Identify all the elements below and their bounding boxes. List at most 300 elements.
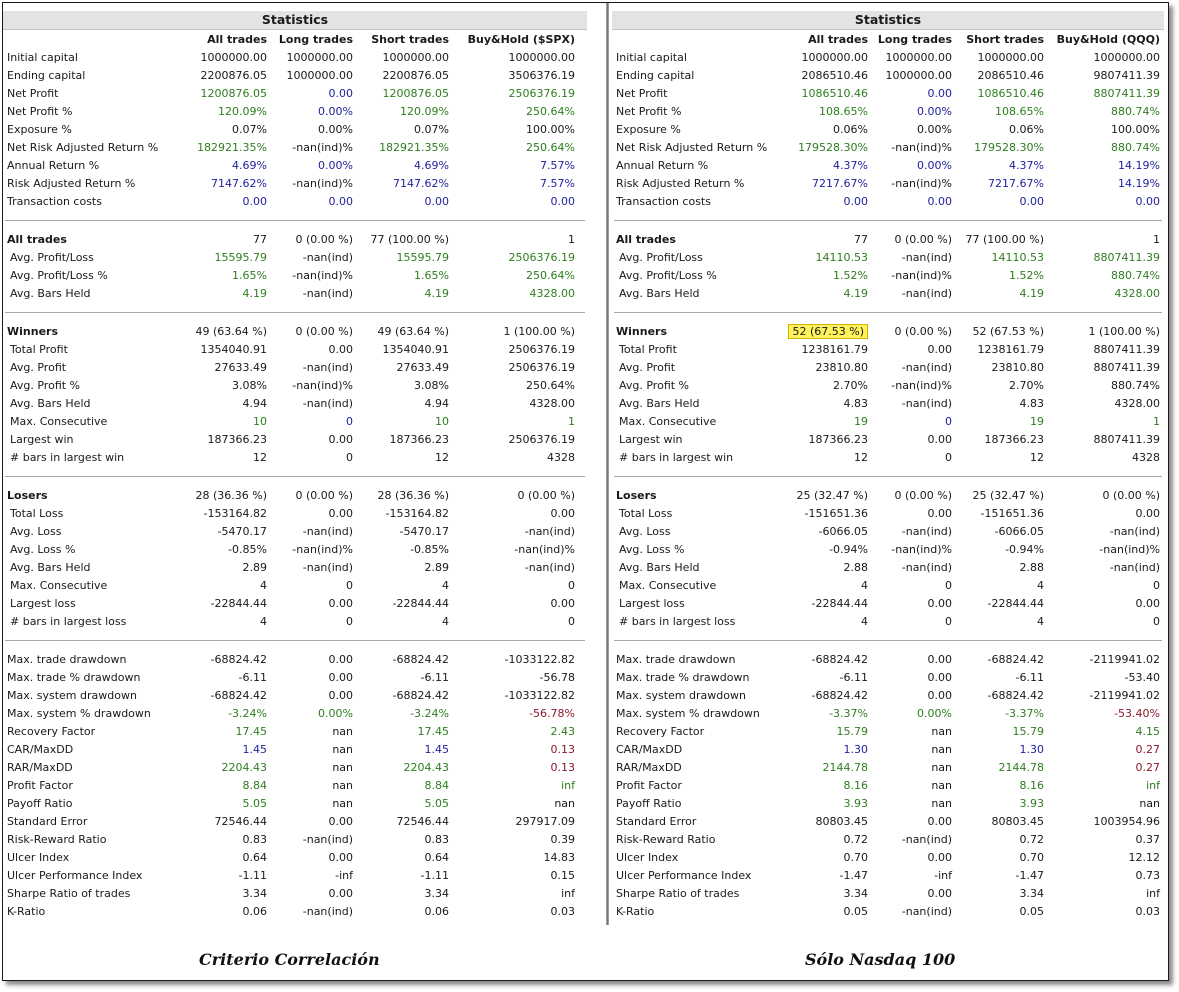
- value-cell: -nan(ind): [302, 361, 353, 374]
- value-cell: 0.00: [328, 851, 353, 864]
- table-row: [3, 903, 587, 921]
- value-cell: 1: [568, 233, 575, 246]
- value-cell: 0.72: [1019, 833, 1044, 846]
- caption-left: Criterio Correlación: [199, 950, 380, 969]
- table-row: [612, 723, 1164, 741]
- row-label: Sharpe Ratio of trades: [616, 887, 740, 900]
- table-row: [3, 341, 587, 359]
- value-cell: -22844.44: [210, 597, 267, 610]
- value-cell: -nan(ind): [901, 525, 952, 538]
- table-row: [3, 285, 587, 303]
- value-cell: 77 (100.00 %): [370, 233, 449, 246]
- value-cell: 4.69%: [232, 159, 267, 172]
- value-cell: -6.11: [420, 671, 449, 684]
- value-cell: 1000000.00: [200, 51, 267, 64]
- value-cell: 0.00: [927, 87, 952, 100]
- table-row: [3, 885, 587, 903]
- value-cell: 250.64%: [526, 269, 575, 282]
- value-cell: nan: [931, 797, 952, 810]
- table-row: [3, 777, 587, 795]
- table-row: [3, 523, 587, 541]
- value-cell: 4: [861, 615, 868, 628]
- value-cell: 1354040.91: [200, 343, 267, 356]
- value-cell: 4: [260, 579, 267, 592]
- value-cell: 17.45: [235, 725, 267, 738]
- table-row: [3, 157, 587, 175]
- value-cell: inf: [1146, 779, 1160, 792]
- table-row: [3, 559, 587, 577]
- value-cell: 0: [568, 615, 575, 628]
- value-cell: nan: [931, 779, 952, 792]
- table-row: [3, 49, 587, 67]
- row-label: Largest win: [619, 433, 683, 446]
- value-cell: -nan(ind)%: [891, 379, 952, 392]
- value-cell: 0.00: [242, 195, 267, 208]
- value-cell: nan: [332, 743, 353, 756]
- header-long-trades: Long trades: [877, 33, 952, 46]
- value-cell: inf: [1146, 887, 1160, 900]
- row-label: Exposure %: [7, 123, 72, 136]
- row-label: Net Profit: [616, 87, 668, 100]
- table-row: [3, 505, 587, 523]
- value-cell: -153164.82: [385, 507, 449, 520]
- value-cell: -nan(ind)%: [891, 269, 952, 282]
- value-cell: 0: [1153, 579, 1160, 592]
- value-cell: -nan(ind): [302, 287, 353, 300]
- row-label: Transaction costs: [616, 195, 711, 208]
- table-row: [612, 341, 1164, 359]
- value-cell: 4.37%: [1009, 159, 1044, 172]
- row-label: Initial capital: [7, 51, 78, 64]
- value-cell: 179528.30%: [798, 141, 868, 154]
- value-cell: 4328: [547, 451, 575, 464]
- value-cell: 4: [260, 615, 267, 628]
- table-row: [612, 705, 1164, 723]
- value-cell: 0 (0.00 %): [894, 325, 952, 338]
- value-cell: -nan(ind)%: [891, 543, 952, 556]
- statistics-panel-left: [3, 11, 587, 921]
- value-cell: -nan(ind): [1109, 525, 1160, 538]
- value-cell: -nan(ind): [302, 397, 353, 410]
- value-cell: 0.70: [843, 851, 868, 864]
- table-row: [612, 669, 1164, 687]
- row-label: Max. trade % drawdown: [616, 671, 750, 684]
- value-cell: 2200876.05: [382, 69, 449, 82]
- value-cell: 8807411.39: [1093, 433, 1160, 446]
- value-cell: -nan(ind)%: [292, 177, 353, 190]
- value-cell: 0.15: [550, 869, 575, 882]
- value-cell: 3.34: [1019, 887, 1044, 900]
- row-label: Avg. Bars Held: [10, 287, 91, 300]
- table-row: [612, 359, 1164, 377]
- row-label: Largest loss: [10, 597, 76, 610]
- row-label: CAR/MaxDD: [7, 743, 74, 756]
- value-cell: 0.05: [1019, 905, 1044, 918]
- table-row: [3, 67, 587, 85]
- table-row: [3, 577, 587, 595]
- row-label: Sharpe Ratio of trades: [7, 887, 131, 900]
- value-cell: 1000000.00: [977, 51, 1044, 64]
- value-cell: 49 (63.64 %): [195, 325, 267, 338]
- table-row: [612, 139, 1164, 157]
- table-row: [3, 103, 587, 121]
- value-cell: 0.06: [242, 905, 267, 918]
- value-cell: 52 (67.53 %): [972, 325, 1044, 338]
- value-cell: 1: [1153, 233, 1160, 246]
- value-cell: 0: [945, 451, 952, 464]
- value-cell: 19: [854, 415, 868, 428]
- value-cell: 0.00: [328, 671, 353, 684]
- value-cell: 0.00: [328, 653, 353, 666]
- value-cell: 0: [945, 415, 952, 428]
- value-cell: 0 (0.00 %): [295, 233, 353, 246]
- row-label: Total Loss: [619, 507, 673, 520]
- value-cell: -151651.36: [804, 507, 868, 520]
- row-label: Exposure %: [616, 123, 681, 136]
- value-cell: -0.85%: [410, 543, 449, 556]
- value-cell: 0.00: [843, 195, 868, 208]
- value-cell: -5470.17: [217, 525, 267, 538]
- value-cell: -nan(ind)%: [891, 141, 952, 154]
- table-row: [3, 795, 587, 813]
- value-cell: 14.83: [543, 851, 575, 864]
- row-label: # bars in largest win: [10, 451, 125, 464]
- row-label: Risk Adjusted Return %: [616, 177, 745, 190]
- header-buy-and-hold: Buy&Hold (QQQ): [1056, 33, 1160, 46]
- value-cell: 8807411.39: [1093, 361, 1160, 374]
- row-label: CAR/MaxDD: [616, 743, 683, 756]
- value-cell: -68824.42: [987, 653, 1044, 666]
- value-cell: 0.37: [1135, 833, 1160, 846]
- table-row: [3, 449, 587, 467]
- value-cell: 0.00: [1135, 597, 1160, 610]
- row-label: Winners: [616, 325, 667, 338]
- value-cell: -68824.42: [392, 653, 449, 666]
- value-cell: 1000000.00: [286, 69, 353, 82]
- row-label: Max. trade drawdown: [616, 653, 736, 666]
- table-row: [612, 613, 1164, 631]
- value-cell: -6.11: [238, 671, 267, 684]
- table-row: [3, 741, 587, 759]
- row-label: Profit Factor: [7, 779, 73, 792]
- value-cell: 187366.23: [207, 433, 267, 446]
- value-cell: 2144.78: [998, 761, 1044, 774]
- value-cell: 0.00: [328, 597, 353, 610]
- value-cell: 0.00: [328, 887, 353, 900]
- value-cell: -3.24%: [410, 707, 449, 720]
- value-cell: 0.00%: [318, 123, 353, 136]
- header-long-trades: Long trades: [278, 33, 353, 46]
- statistics-panel-right: [612, 11, 1164, 921]
- value-cell: -nan(ind): [901, 905, 952, 918]
- value-cell: 15.79: [1012, 725, 1044, 738]
- table-row: [612, 175, 1164, 193]
- row-label: Annual Return %: [7, 159, 100, 172]
- value-cell: -nan(ind)%: [292, 269, 353, 282]
- table-row: [612, 577, 1164, 595]
- value-cell: 12: [435, 451, 449, 464]
- table-row: [612, 595, 1164, 613]
- value-cell: 4328.00: [1114, 287, 1160, 300]
- row-label: All trades: [616, 233, 676, 246]
- value-cell: 2506376.19: [508, 251, 575, 264]
- value-cell: 0.27: [1135, 743, 1160, 756]
- table-row: [612, 121, 1164, 139]
- value-cell: 9807411.39: [1093, 69, 1160, 82]
- value-cell: 8.16: [1019, 779, 1044, 792]
- value-cell: 0.00: [1135, 195, 1160, 208]
- row-label: Avg. Loss: [10, 525, 62, 538]
- value-cell: -nan(ind): [524, 525, 575, 538]
- value-cell: nan: [332, 761, 353, 774]
- header-short-trades: Short trades: [966, 33, 1044, 46]
- value-cell: 1200876.05: [382, 87, 449, 100]
- header-all-trades: All trades: [207, 33, 267, 46]
- table-row: [3, 323, 587, 341]
- value-cell: 0: [568, 579, 575, 592]
- value-cell: -3.37%: [1005, 707, 1044, 720]
- row-label: Ulcer Index: [616, 851, 679, 864]
- value-cell: 0: [945, 615, 952, 628]
- value-cell: -53.40%: [1114, 707, 1160, 720]
- value-cell: -1033122.82: [504, 653, 575, 666]
- row-label: RAR/MaxDD: [616, 761, 682, 774]
- value-cell: 0.00: [550, 507, 575, 520]
- row-label: Profit Factor: [616, 779, 682, 792]
- table-row: [612, 193, 1164, 211]
- table-row: [612, 49, 1164, 67]
- table-row: [3, 193, 587, 211]
- table-row: [3, 613, 587, 631]
- value-cell: 1.65%: [232, 269, 267, 282]
- value-cell: 2144.78: [822, 761, 868, 774]
- value-cell: -1.47: [839, 869, 868, 882]
- value-cell: -151651.36: [980, 507, 1044, 520]
- row-label: Total Profit: [619, 343, 677, 356]
- value-cell: 0.00: [927, 343, 952, 356]
- value-cell: 0.00: [328, 433, 353, 446]
- value-cell: 12: [1030, 451, 1044, 464]
- row-label: Largest win: [10, 433, 74, 446]
- value-cell: -68824.42: [987, 689, 1044, 702]
- value-cell: 4.19: [242, 287, 267, 300]
- highlighted-value: 52 (67.53 %): [788, 324, 868, 339]
- table-row: [3, 121, 587, 139]
- table-row: [612, 267, 1164, 285]
- statistics-table: [612, 49, 1164, 921]
- value-cell: -3.24%: [228, 707, 267, 720]
- row-label: Avg. Profit/Loss %: [10, 269, 108, 282]
- row-label: Ulcer Performance Index: [7, 869, 143, 882]
- value-cell: 0.72: [843, 833, 868, 846]
- value-cell: 0.00: [328, 195, 353, 208]
- table-row: [612, 449, 1164, 467]
- value-cell: nan: [931, 725, 952, 738]
- value-cell: 120.09%: [400, 105, 449, 118]
- value-cell: 0.00: [927, 671, 952, 684]
- value-cell: 0.00: [927, 195, 952, 208]
- table-row: [612, 831, 1164, 849]
- table-row: [3, 139, 587, 157]
- table-row: [612, 413, 1164, 431]
- header-buy-and-hold: Buy&Hold ($SPX): [467, 33, 575, 46]
- section-divider: [612, 211, 1164, 231]
- table-row: [3, 813, 587, 831]
- value-cell: 0.83: [424, 833, 449, 846]
- value-cell: 1: [1153, 415, 1160, 428]
- value-cell: 14110.53: [991, 251, 1044, 264]
- value-cell: 0.00: [927, 433, 952, 446]
- value-cell: 0.13: [550, 743, 575, 756]
- value-cell: 120.09%: [218, 105, 267, 118]
- value-cell: -nan(ind): [302, 905, 353, 918]
- value-cell: 3.93: [1019, 797, 1044, 810]
- table-row: [3, 831, 587, 849]
- value-cell: 2.70%: [833, 379, 868, 392]
- value-cell: 0 (0.00 %): [894, 233, 952, 246]
- value-cell: 0.00: [328, 87, 353, 100]
- row-label: Ending capital: [616, 69, 695, 82]
- value-cell: 2086510.46: [801, 69, 868, 82]
- value-cell: 2.70%: [1009, 379, 1044, 392]
- value-cell: -nan(ind)%: [514, 543, 575, 556]
- value-cell: 2204.43: [403, 761, 449, 774]
- value-cell: -6.11: [839, 671, 868, 684]
- value-cell: 0.13: [550, 761, 575, 774]
- table-row: [3, 377, 587, 395]
- value-cell: 0.00: [328, 343, 353, 356]
- value-cell: 0.06: [424, 905, 449, 918]
- row-label: Avg. Loss: [619, 525, 671, 538]
- value-cell: 1.45: [424, 743, 449, 756]
- value-cell: -nan(ind): [901, 397, 952, 410]
- value-cell: 1086510.46: [801, 87, 868, 100]
- table-row: [612, 85, 1164, 103]
- table-row: [3, 431, 587, 449]
- table-row: [3, 175, 587, 193]
- value-cell: 0: [346, 415, 353, 428]
- value-cell: 0.03: [550, 905, 575, 918]
- table-row: [612, 541, 1164, 559]
- value-cell: 10: [253, 415, 267, 428]
- value-cell: 2.89: [242, 561, 267, 574]
- value-cell: 100.00%: [1111, 123, 1160, 136]
- value-cell: 1003954.96: [1093, 815, 1160, 828]
- value-cell: 7217.67%: [988, 177, 1044, 190]
- value-cell: -nan(ind): [901, 251, 952, 264]
- row-label: Standard Error: [7, 815, 88, 828]
- value-cell: -0.94%: [1005, 543, 1044, 556]
- table-row: [612, 285, 1164, 303]
- section-divider: [3, 303, 587, 323]
- value-cell: -0.85%: [228, 543, 267, 556]
- value-cell: -nan(ind): [302, 251, 353, 264]
- value-cell: -68824.42: [392, 689, 449, 702]
- value-cell: 1.30: [1019, 743, 1044, 756]
- row-label: Avg. Profit %: [10, 379, 81, 392]
- header-all-trades: All trades: [808, 33, 868, 46]
- value-cell: 1.52%: [1009, 269, 1044, 282]
- value-cell: -nan(ind): [901, 287, 952, 300]
- value-cell: 1000000.00: [885, 69, 952, 82]
- value-cell: 27633.49: [214, 361, 267, 374]
- row-label: Winners: [7, 325, 58, 338]
- value-cell: 15.79: [836, 725, 868, 738]
- value-cell: 0.00: [328, 689, 353, 702]
- table-row: [612, 323, 1164, 341]
- value-cell: -nan(ind): [302, 561, 353, 574]
- row-label: Net Risk Adjusted Return %: [616, 141, 768, 154]
- value-cell: 3.34: [843, 887, 868, 900]
- value-cell: 8.84: [424, 779, 449, 792]
- value-cell: 3.34: [242, 887, 267, 900]
- row-label: Initial capital: [616, 51, 687, 64]
- table-row: [3, 651, 587, 669]
- table-row: [3, 723, 587, 741]
- row-label: Payoff Ratio: [7, 797, 73, 810]
- table-row: [612, 777, 1164, 795]
- value-cell: 7147.62%: [211, 177, 267, 190]
- value-cell: 0 (0.00 %): [1102, 489, 1160, 502]
- value-cell: 23810.80: [991, 361, 1044, 374]
- table-row: [3, 249, 587, 267]
- value-cell: 0.03: [1135, 905, 1160, 918]
- value-cell: 2506376.19: [508, 433, 575, 446]
- value-cell: -nan(ind): [901, 361, 952, 374]
- value-cell: -1.11: [238, 869, 267, 882]
- section-divider: [3, 467, 587, 487]
- value-cell: 0.07%: [232, 123, 267, 136]
- row-label: Annual Return %: [616, 159, 709, 172]
- table-row: [3, 395, 587, 413]
- value-cell: nan: [332, 779, 353, 792]
- value-cell: -56.78%: [529, 707, 575, 720]
- header-short-trades: Short trades: [371, 33, 449, 46]
- value-cell: -inf: [335, 869, 353, 882]
- value-cell: 7217.67%: [812, 177, 868, 190]
- value-cell: 0.00: [927, 507, 952, 520]
- row-label: K-Ratio: [7, 905, 46, 918]
- row-label: Max. Consecutive: [619, 579, 717, 592]
- value-cell: -22844.44: [987, 597, 1044, 610]
- table-row: [3, 687, 587, 705]
- table-row: [612, 67, 1164, 85]
- value-cell: 1000000.00: [885, 51, 952, 64]
- panel-divider: [606, 3, 609, 925]
- value-cell: 0.00: [927, 887, 952, 900]
- value-cell: 5.05: [424, 797, 449, 810]
- row-label: Avg. Profit: [619, 361, 676, 374]
- value-cell: 19: [1030, 415, 1044, 428]
- value-cell: 297917.09: [515, 815, 575, 828]
- value-cell: nan: [931, 761, 952, 774]
- value-cell: 80803.45: [991, 815, 1044, 828]
- value-cell: -68824.42: [811, 653, 868, 666]
- row-label: RAR/MaxDD: [7, 761, 73, 774]
- row-label: Avg. Loss %: [10, 543, 76, 556]
- column-headers: [3, 30, 587, 49]
- value-cell: 0.64: [424, 851, 449, 864]
- value-cell: 4328.00: [1114, 397, 1160, 410]
- value-cell: 4: [861, 579, 868, 592]
- value-cell: 0.73: [1135, 869, 1160, 882]
- value-cell: 250.64%: [526, 105, 575, 118]
- value-cell: 880.74%: [1111, 379, 1160, 392]
- value-cell: 0 (0.00 %): [295, 489, 353, 502]
- row-label: Avg. Profit: [10, 361, 67, 374]
- value-cell: 7147.62%: [393, 177, 449, 190]
- value-cell: 14.19%: [1118, 177, 1160, 190]
